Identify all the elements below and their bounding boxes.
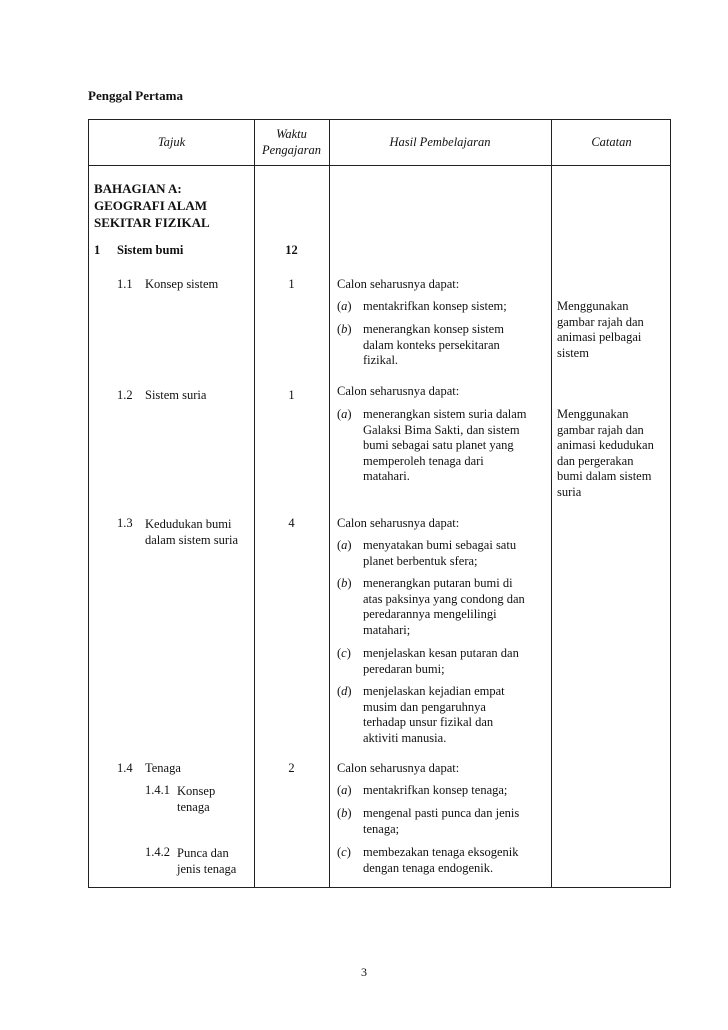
header-tajuk: Tajuk (157, 135, 186, 149)
topic-hours: 12 (285, 243, 298, 257)
subtopic-number: 1.1 (117, 277, 133, 291)
outcome-item: (c) membezakan tenaga eksogenik dengan tenaga endogenik. (337, 845, 519, 875)
subtopic-number: 1.3 (117, 516, 133, 530)
syllabus-table (88, 119, 671, 888)
outcome-item: (c) menjelaskan kesan putaran dan peredaran bumi; (337, 646, 519, 676)
subtopic-title: Tenaga (145, 761, 181, 775)
outcome-item: (a) menyatakan bumi sebagai satu planet berbentuk sfera; (337, 538, 517, 568)
page-heading: Penggal Pertama (88, 88, 183, 103)
catatan-note: Menggunakan gambar rajah dan animasi pelbagai sistem (557, 299, 644, 360)
outcome-item: (a) mentakrifkan konsep tenaga; (337, 783, 508, 797)
subtopic-hours: 2 (288, 761, 295, 775)
header-hasil: Hasil Pembelajaran (389, 135, 491, 149)
header-waktu: Waktu Pengajaran (261, 127, 322, 157)
subtopic-title: Kedudukan bumi dalam sistem suria (145, 517, 239, 547)
section-heading: BAHAGIAN A: GEOGRAFI ALAM SEKITAR FIZIKAL (94, 181, 210, 230)
column-divider (329, 120, 330, 887)
outcome-item: (a) menerangkan sistem suria dalam Galaksi Bima Sakti, dan sistem bumi sebagai satu planet yang memperoleh tenaga dari matahari. (337, 407, 527, 483)
outcome-item: (b) mengenal pasti punca dan jenis tenaga; (337, 806, 520, 836)
subsubtopic-number: 1.4.1 (145, 783, 170, 797)
outcome-intro: Calon seharusnya dapat: (337, 516, 460, 530)
subtopic-hours: 1 (288, 277, 295, 291)
subtopic-title: Sistem suria (145, 388, 207, 402)
subsubtopic-title: Konsep tenaga (177, 784, 216, 814)
subsubtopic-title: Punca dan jenis tenaga (177, 846, 237, 876)
subtopic-hours: 4 (288, 516, 295, 530)
page-number: 3 (361, 965, 367, 979)
subtopic-hours: 1 (288, 388, 295, 402)
column-divider (551, 120, 552, 887)
outcome-item: (b) menerangkan putaran bumi di atas paksinya yang condong dan peredarannya mengelilingi matahari; (337, 576, 525, 637)
outcome-item: (d) menjelaskan kejadian empat musim dan pengaruhnya terhadap unsur fizikal dan aktiviti manusia. (337, 684, 505, 745)
subtopic-number: 1.4 (117, 761, 133, 775)
subsubtopic-number: 1.4.2 (145, 845, 170, 859)
outcome-item: (b) menerangkan konsep sistem dalam konteks persekitaran fizikal. (337, 322, 504, 367)
outcome-intro: Calon seharusnya dapat: (337, 761, 460, 775)
outcome-item: (a) mentakrifkan konsep sistem; (337, 299, 507, 313)
subtopic-number: 1.2 (117, 388, 133, 402)
subtopic-title: Konsep sistem (145, 277, 219, 291)
topic-number: 1 (94, 243, 101, 257)
outcome-intro: Calon seharusnya dapat: (337, 277, 460, 291)
outcome-intro: Calon seharusnya dapat: (337, 384, 460, 398)
catatan-note: Menggunakan gambar rajah dan animasi kedudukan dan pergerakan bumi dalam sistem suria (557, 407, 654, 499)
topic-title: Sistem bumi (117, 243, 184, 257)
header-divider (89, 165, 670, 166)
header-catatan: Catatan (591, 135, 632, 149)
